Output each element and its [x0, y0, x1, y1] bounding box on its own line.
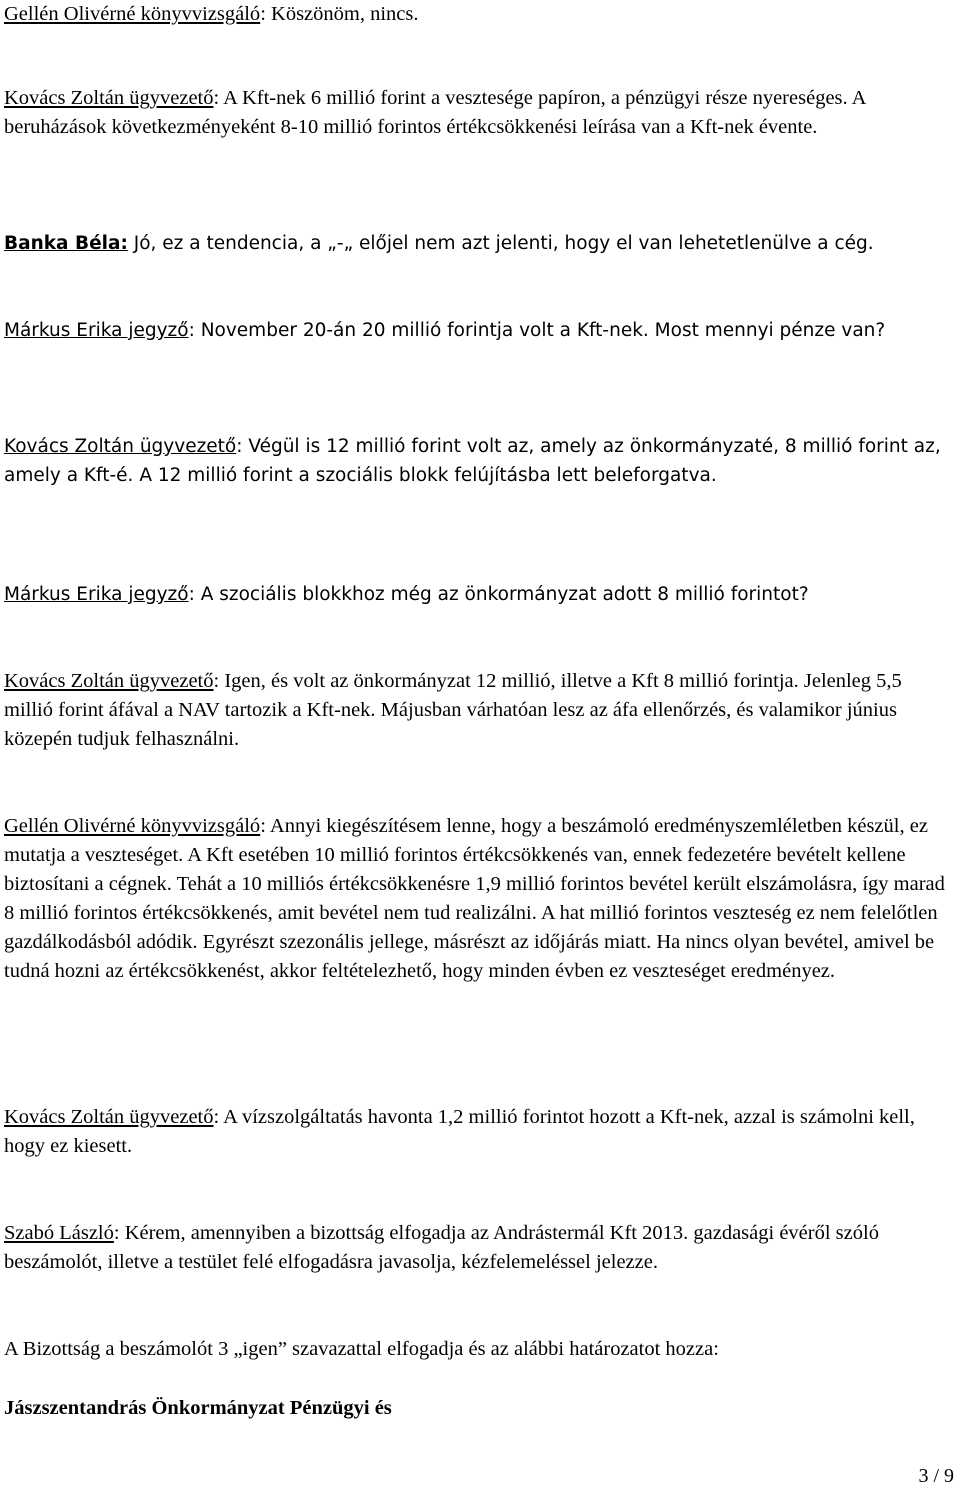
paragraph-11: [4, 1335, 954, 1364]
paragraph-text: November 20-án 20 millió forintja volt a Kft-nek. Most mennyi pénze van?: [194, 320, 886, 341]
paragraph-3: [4, 229, 954, 258]
speaker-name: Kovács Zoltán ügyvezető: [4, 1106, 214, 1128]
speaker-name: Gellén Olivérné könyvvizsgáló: [4, 815, 261, 837]
speaker-name: Banka Béla:: [4, 233, 128, 254]
speaker-name: Gellén Olivérné könyvvizsgáló: [4, 3, 261, 25]
speaker-name: Kovács Zoltán ügyvezető: [4, 87, 214, 109]
paragraph-7: Kovács Zoltán ügyvezető: Igen, és volt az önkormányzat 12 millió, illetve a Kft 8 millió forintja. Jelenleg 5,5 millió forint áfával a NAV tartozik a Kft-nek. Májusban várhatóan lesz az áfa ellenőrzés, és valamikor június közepén tudjuk felhasználni.: [4, 670, 902, 750]
resolution-heading: Jászszentandrás Önkormányzat Pénzügyi és: [4, 1397, 392, 1419]
speaker-name: Kovács Zoltán ügyvezető: [4, 670, 214, 692]
page-number: 3 / 9: [918, 1465, 954, 1487]
paragraph-text: Végül is 12 millió forint volt az, amely az önkormányzaté, 8 millió forint az, amely a Kft-é. A 12 millió forint a szociális blokk felújításba lett beleforgatva.: [4, 436, 941, 486]
paragraph-text: A Kft-nek 6 millió forint a vesztesége papíron, a pénzügyi része nyereséges. A beruházások következményeként 8-10 millió forintos értékcsökkenési leírása van a Kft-nek évente.: [4, 87, 866, 138]
paragraph-text: Kérem, amennyiben a bizottság elfogadja az Andrástermál Kft 2013. gazdasági évéről szóló beszámolót, illetve a testület felé elfogadásra javasolja, kézfelemeléssel jelezze.: [4, 1222, 879, 1273]
paragraph-text: Igen, és volt az önkormányzat 12 millió, illetve a Kft 8 millió forintja. Jelenleg 5,5 millió forint áfával a NAV tartozik a Kft-nek. Májusban várhatóan lesz az áfa ellenőrzés, és valamikor június közepén tudjuk felhasználni.: [4, 670, 902, 750]
paragraph-text: A szociális blokkhoz még az önkormányzat adott 8 millió forintot?: [194, 584, 809, 605]
paragraph-10: Szabó László: Kérem, amennyiben a bizottság elfogadja az Andrástermál Kft 2013. gazdasági évéről szóló beszámolót, illetve a testület felé elfogadásra javasolja, kézfelemeléssel jelezze.: [4, 1222, 879, 1273]
paragraph-text: Köszönöm, nincs.: [265, 3, 419, 25]
paragraph-2: Kovács Zoltán ügyvezető: A Kft-nek 6 millió forint a vesztesége papíron, a pénzügyi része nyereséges. A beruházások következményeként 8-10 millió forintos értékcsökkenési leírása van a Kft-nek évente.: [4, 87, 866, 138]
paragraph-1: Gellén Olivérné könyvvizsgáló: Köszönöm, nincs.: [4, 3, 419, 25]
speaker-name: Kovács Zoltán ügyvezető: [4, 436, 237, 457]
speaker-name: Márkus Erika jegyző: [4, 584, 189, 605]
paragraph-8: Gellén Olivérné könyvvizsgáló: Annyi kiegészítésem lenne, hogy a beszámoló eredményszemléletben készül, ez mutatja a veszteséget. A Kft esetében 10 millió forintos értékcsökkenés van, ennek fedezetére bevételt kellene biztosítani a cégnek. Tehát a 10 milliós értékcsökkenésre 1,9 millió forintos bevétel került elszámolásra, így marad 8 millió forintos értékcsökkenés, amit bevétel nem tud realizálni. A hat millió forintos veszteség ez nem felelőtlen gazdálkodásból adódik. Egyrészt szezonális jellege, másrészt az időjárás miatt. Ha nincs olyan bevétel, amivel be tudná hozni az értékcsökkenést, akkor feltételezhető, hogy minden évben ez veszteséget eredményez.: [4, 815, 945, 982]
speaker-name: Márkus Erika jegyző: [4, 320, 189, 341]
paragraph-text: A Bizottság a beszámolót 3 „igen” szavazattal elfogadja és az alábbi határozatot hozza:: [4, 1338, 719, 1360]
paragraph-9: Kovács Zoltán ügyvezető: A vízszolgáltatás havonta 1,2 millió forintot hozott a Kft-nek, azzal is számolni kell, hogy ez kiesett.: [4, 1106, 915, 1157]
speaker-name: Szabó László: [4, 1222, 114, 1244]
paragraph-text: Jó, ez a tendencia, a „-„ előjel nem azt jelenti, hogy el van lehetetlenülve a cég.: [127, 233, 874, 254]
paragraph-text: A vízszolgáltatás havonta 1,2 millió forintot hozott a Kft-nek, azzal is számolni kell, hogy ez kiesett.: [4, 1106, 915, 1157]
paragraph-5: Kovács Zoltán ügyvezető: Végül is 12 millió forint volt az, amely az önkormányzaté, 8 millió forint az, amely a Kft-é. A 12 millió forint a szociális blokk felújításba lett beleforgatva.: [4, 436, 941, 486]
paragraph-text: Annyi kiegészítésem lenne, hogy a beszámoló eredményszemléletben készül, ez mutatja a veszteséget. A Kft esetében 10 millió forintos értékcsökkenés van, ennek fedezetére bevételt kellene biztosítani a cégnek. Tehát a 10 milliós értékcsökkenésre 1,9 millió forintos bevétel került elszámolásra, így marad 8 millió forintos értékcsökkenés, amit bevétel nem tud realizálni. A hat millió forintos veszteség ez nem felelőtlen gazdálkodásból adódik. Egyrészt szezonális jellege, másrészt az időjárás miatt. Ha nincs olyan bevétel, amivel be tudná hozni az értékcsökkenést, akkor feltételezhető, hogy minden évben ez veszteséget eredményez.: [4, 815, 945, 982]
paragraph-6: Márkus Erika jegyző: A szociális blokkhoz még az önkormányzat adott 8 millió forintot?: [4, 584, 809, 605]
paragraph-4: Márkus Erika jegyző: November 20-án 20 millió forintja volt a Kft-nek. Most mennyi pénze van?: [4, 320, 886, 341]
